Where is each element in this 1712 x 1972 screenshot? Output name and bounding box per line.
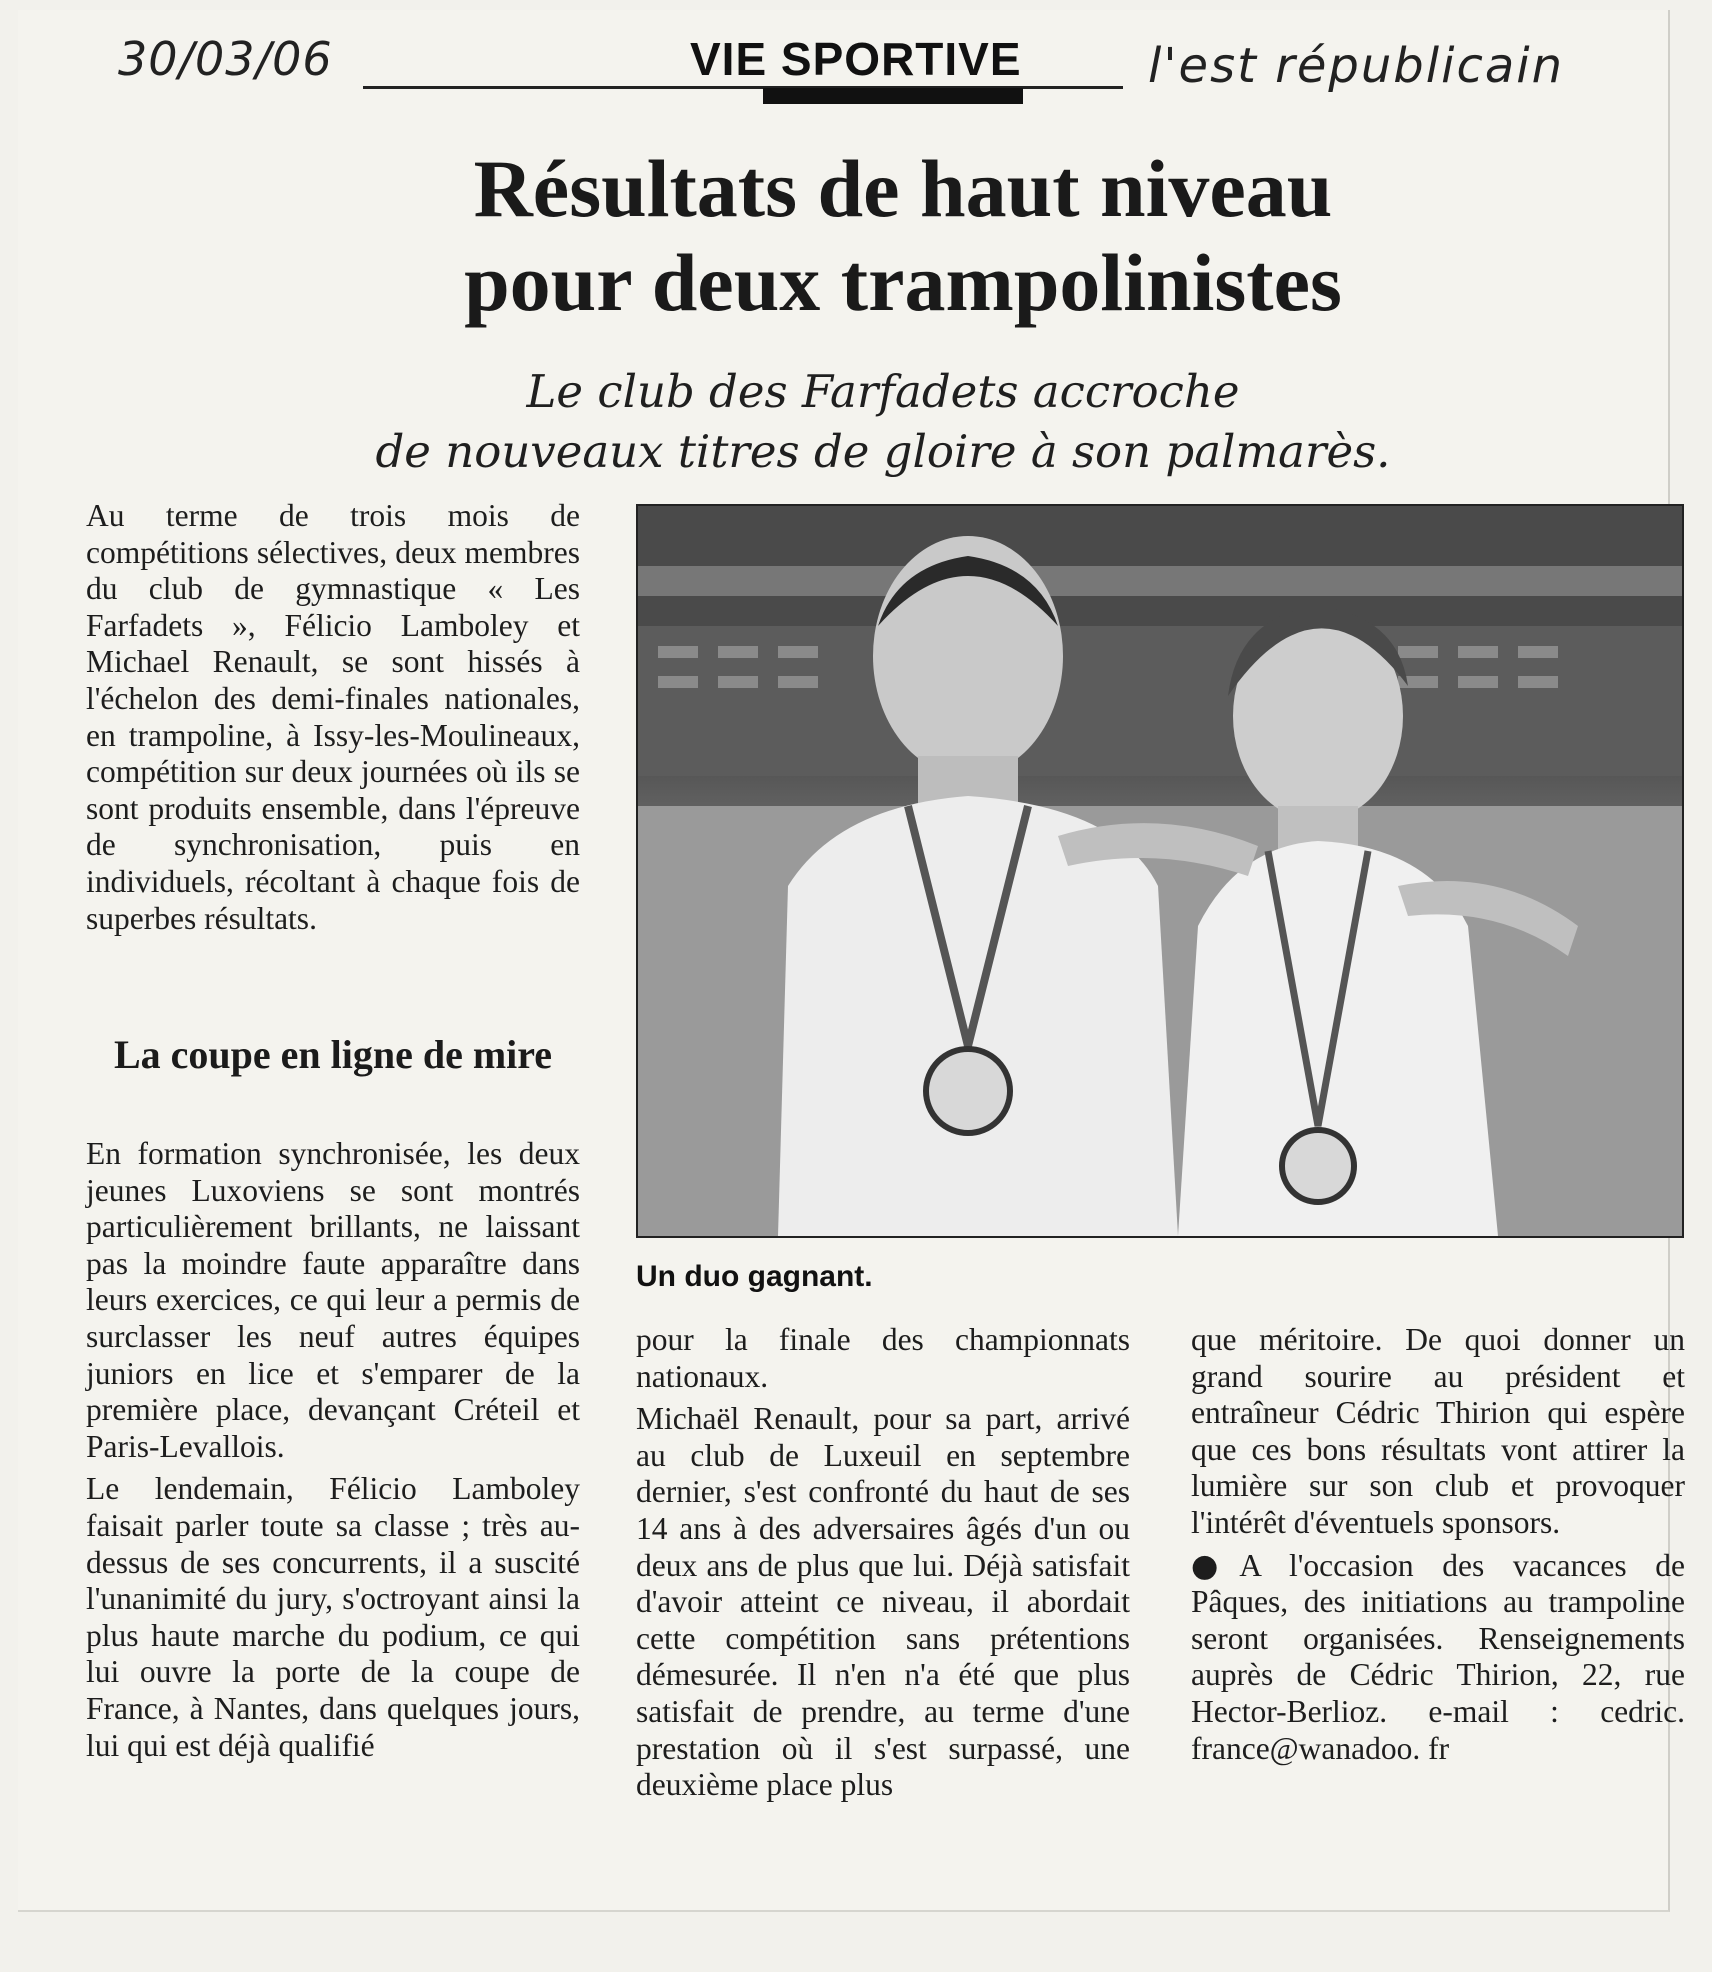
- headline-line-1: Résultats de haut niveau: [473, 143, 1333, 234]
- subheadline: [288, 362, 1478, 482]
- handwritten-source: l'est républicain: [1148, 38, 1565, 94]
- paragraph-finale: pour la finale des championnats nationaux.: [636, 1322, 1130, 1394]
- newspaper-clipping: [18, 10, 1685, 1912]
- headline: [348, 142, 1458, 330]
- subheadline-line-2: de nouveaux titres de gloire à son palmarès.: [375, 425, 1391, 478]
- paragraph-synchro: En formation synchronisée, les deux jeunes Luxoviens se sont montrés particulièrement brillants, ne laissant pas la moindre faute apparaître dans leurs exercices, ce qui leur a permis de surclasser les neuf autres équipes juniors en lice et s'emparer de la première place, devançant Créteil et Paris-Levallois.: [86, 1136, 580, 1464]
- article-column-2: [636, 1322, 1130, 1810]
- paragraph-president: que méritoire. De quoi donner un grand sourire au président et entraîneur Cédric Thirion qui espère que ces bons résultats vont attirer la lumière sur son club et provoquer l'intérêt d'éventuels sponsors.: [1191, 1322, 1685, 1540]
- handwritten-date: 30/03/06: [118, 32, 333, 86]
- article-column-3: [1191, 1322, 1685, 1773]
- headline-line-2: pour deux trampolinistes: [464, 237, 1342, 328]
- section-rubric: VIE SPORTIVE: [690, 33, 1022, 85]
- subheadline-line-1: Le club des Farfadets accroche: [526, 365, 1240, 418]
- bullet-icon: ●: [1191, 1547, 1240, 1584]
- article-intro: [86, 498, 580, 943]
- intertitle: La coupe en ligne de mire: [113, 1032, 553, 1077]
- paragraph-info: [1191, 1548, 1685, 1768]
- paragraph-lamboley: Le lendemain, Félicio Lamboley faisait parler toute sa classe ; très au-dessus de ses concurrents, il a suscité l'unanimité du jury, s'octroyant ainsi la plus haute marche du podium, ce qui lui ouvre la porte de la coupe de France, à Nantes, dans quelques jours, lui qui est déjà qualifié: [86, 1471, 580, 1763]
- article-photo: [636, 504, 1684, 1238]
- rubric-bar: [763, 88, 1023, 104]
- article-column-1: [86, 1136, 580, 1770]
- gymnasts-photo-illustration: [638, 506, 1682, 1236]
- photo-caption: Un duo gagnant.: [636, 1260, 873, 1293]
- paragraph-renault: Michaël Renault, pour sa part, arrivé au club de Luxeuil en septembre dernier, s'est confronté du haut de ses 14 ans à des adversaires âgés d'un ou deux ans de plus que lui. Déjà satisfait d'avoir atteint ce niveau, il abordait cette compétition sans prétentions démesurée. Il n'en n'a été que plus satisfait de prendre, au terme d'une prestation où il s'est surpassé, une deuxième place plus: [636, 1401, 1130, 1803]
- intro-paragraph: Au terme de trois mois de compétitions sélectives, deux membres du club de gymnastique « Les Farfadets », Félicio Lamboley et Michael Renault, se sont hissés à l'échelon des demi-finales nationales, en trampoline, à Issy-les-Moulineaux, compétition sur deux journées où ils se sont produits ensemble, dans l'épreuve de synchronisation, puis en individuels, récoltant à chaque fois de superbes résultats.: [86, 498, 580, 936]
- info-text: A l'occasion des vacances de Pâques, des initiations au trampoline seront organisées. Renseignements auprès de Cédric Thirion, 22, rue Hector-Berlioz. e-mail : cedric. france@wanadoo. fr: [1191, 1547, 1685, 1766]
